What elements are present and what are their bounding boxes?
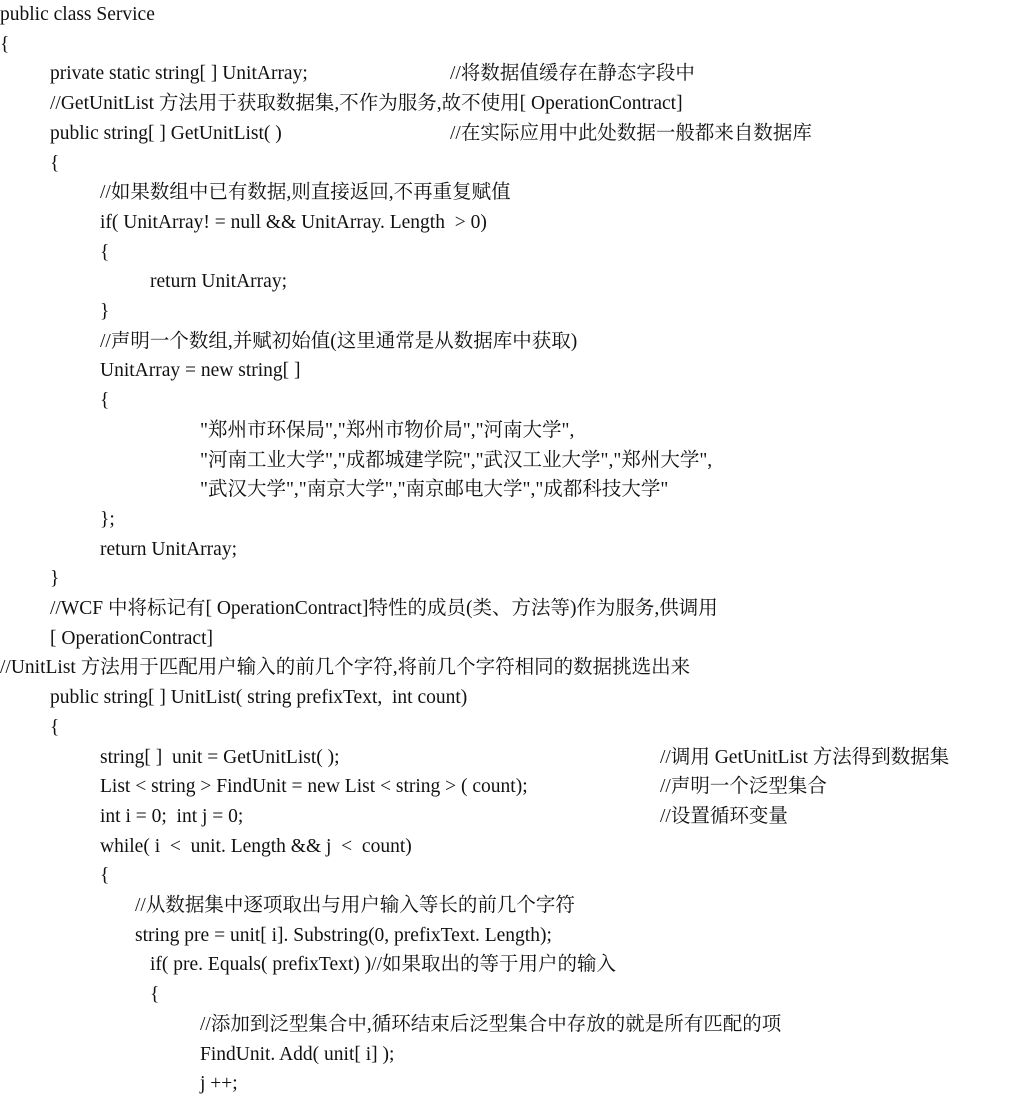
code-text: { [100,390,110,412]
code-text: return UnitArray; [150,271,287,293]
code-text: { [100,865,110,887]
code-text: { [50,716,60,738]
code-text: //UnitList 方法用于匹配用户输入的前几个字符,将前几个字符相同的数据挑选出来 [0,657,691,679]
code-comment: //将数据值缓存在静态字段中 [450,63,695,85]
code-text: { [0,33,10,55]
code-text: //添加到泛型集合中,循环结束后泛型集合中存放的就是所有匹配的项 [200,1013,782,1035]
code-text: if( UnitArray! = null && UnitArray. Length > 0) [100,211,487,233]
code-text: //GetUnitList 方法用于获取数据集,不作为服务,故不使用[ OperationContract] [50,93,683,115]
code-comment: //调用 GetUnitList 方法得到数据集 [660,746,950,768]
code-text: "武汉大学","南京大学","南京邮电大学","成都科技大学" [200,479,669,501]
code-text: } [50,568,60,590]
code-text: //WCF 中将标记有[ OperationContract]特性的成员(类、方法等)作为服务,供调用 [50,598,718,619]
code-comment: //设置循环变量 [660,805,788,827]
code-text: { [150,984,160,1006]
code-text: j ++; [200,1073,238,1095]
code-text: while( i < unit. Length && j < count) [100,835,412,857]
code-text: //从数据集中逐项取出与用户输入等长的前几个字符 [135,895,575,916]
code-text: private static string[ ] UnitArray; [50,63,308,85]
code-text: public string[ ] UnitList( string prefixText, int count) [50,687,468,709]
code-text: "河南工业大学","成都城建学院","武汉工业大学","郑州大学", [200,449,713,471]
code-text: List < string > FindUnit = new List < string > ( count); [100,776,528,798]
code-text: string[ ] unit = GetUnitList( ); [100,746,340,768]
code-text: public string[ ] GetUnitList( ) [50,122,282,144]
code-text: public class Service [0,4,155,25]
code-text: "郑州市环保局","郑州市物价局","河南大学", [200,419,575,441]
code-text: string pre = unit[ i]. Substring(0, prefixText. Length); [135,924,552,946]
code-text: }; [100,508,115,530]
code-text: if( pre. Equals( prefixText) )//如果取出的等于用户的输入 [150,954,617,976]
code-text: { [50,152,60,174]
code-text: { [100,241,110,263]
code-text: //如果数组中已有数据,则直接返回,不再重复赋值 [100,182,511,204]
code-text: FindUnit. Add( unit[ i] ); [200,1043,395,1065]
code-comment: //声明一个泛型集合 [660,776,827,798]
code-text: //声明一个数组,并赋初始值(这里通常是从数据库中获取) [100,330,578,352]
code-text: int i = 0; int j = 0; [100,805,244,827]
code-text: } [100,301,110,322]
code-comment: //在实际应用中此处数据一般都来自数据库 [450,122,812,144]
code-text: UnitArray = new string[ ] [100,360,301,382]
code-text: [ OperationContract] [50,627,213,649]
code-text: return UnitArray; [100,538,237,560]
